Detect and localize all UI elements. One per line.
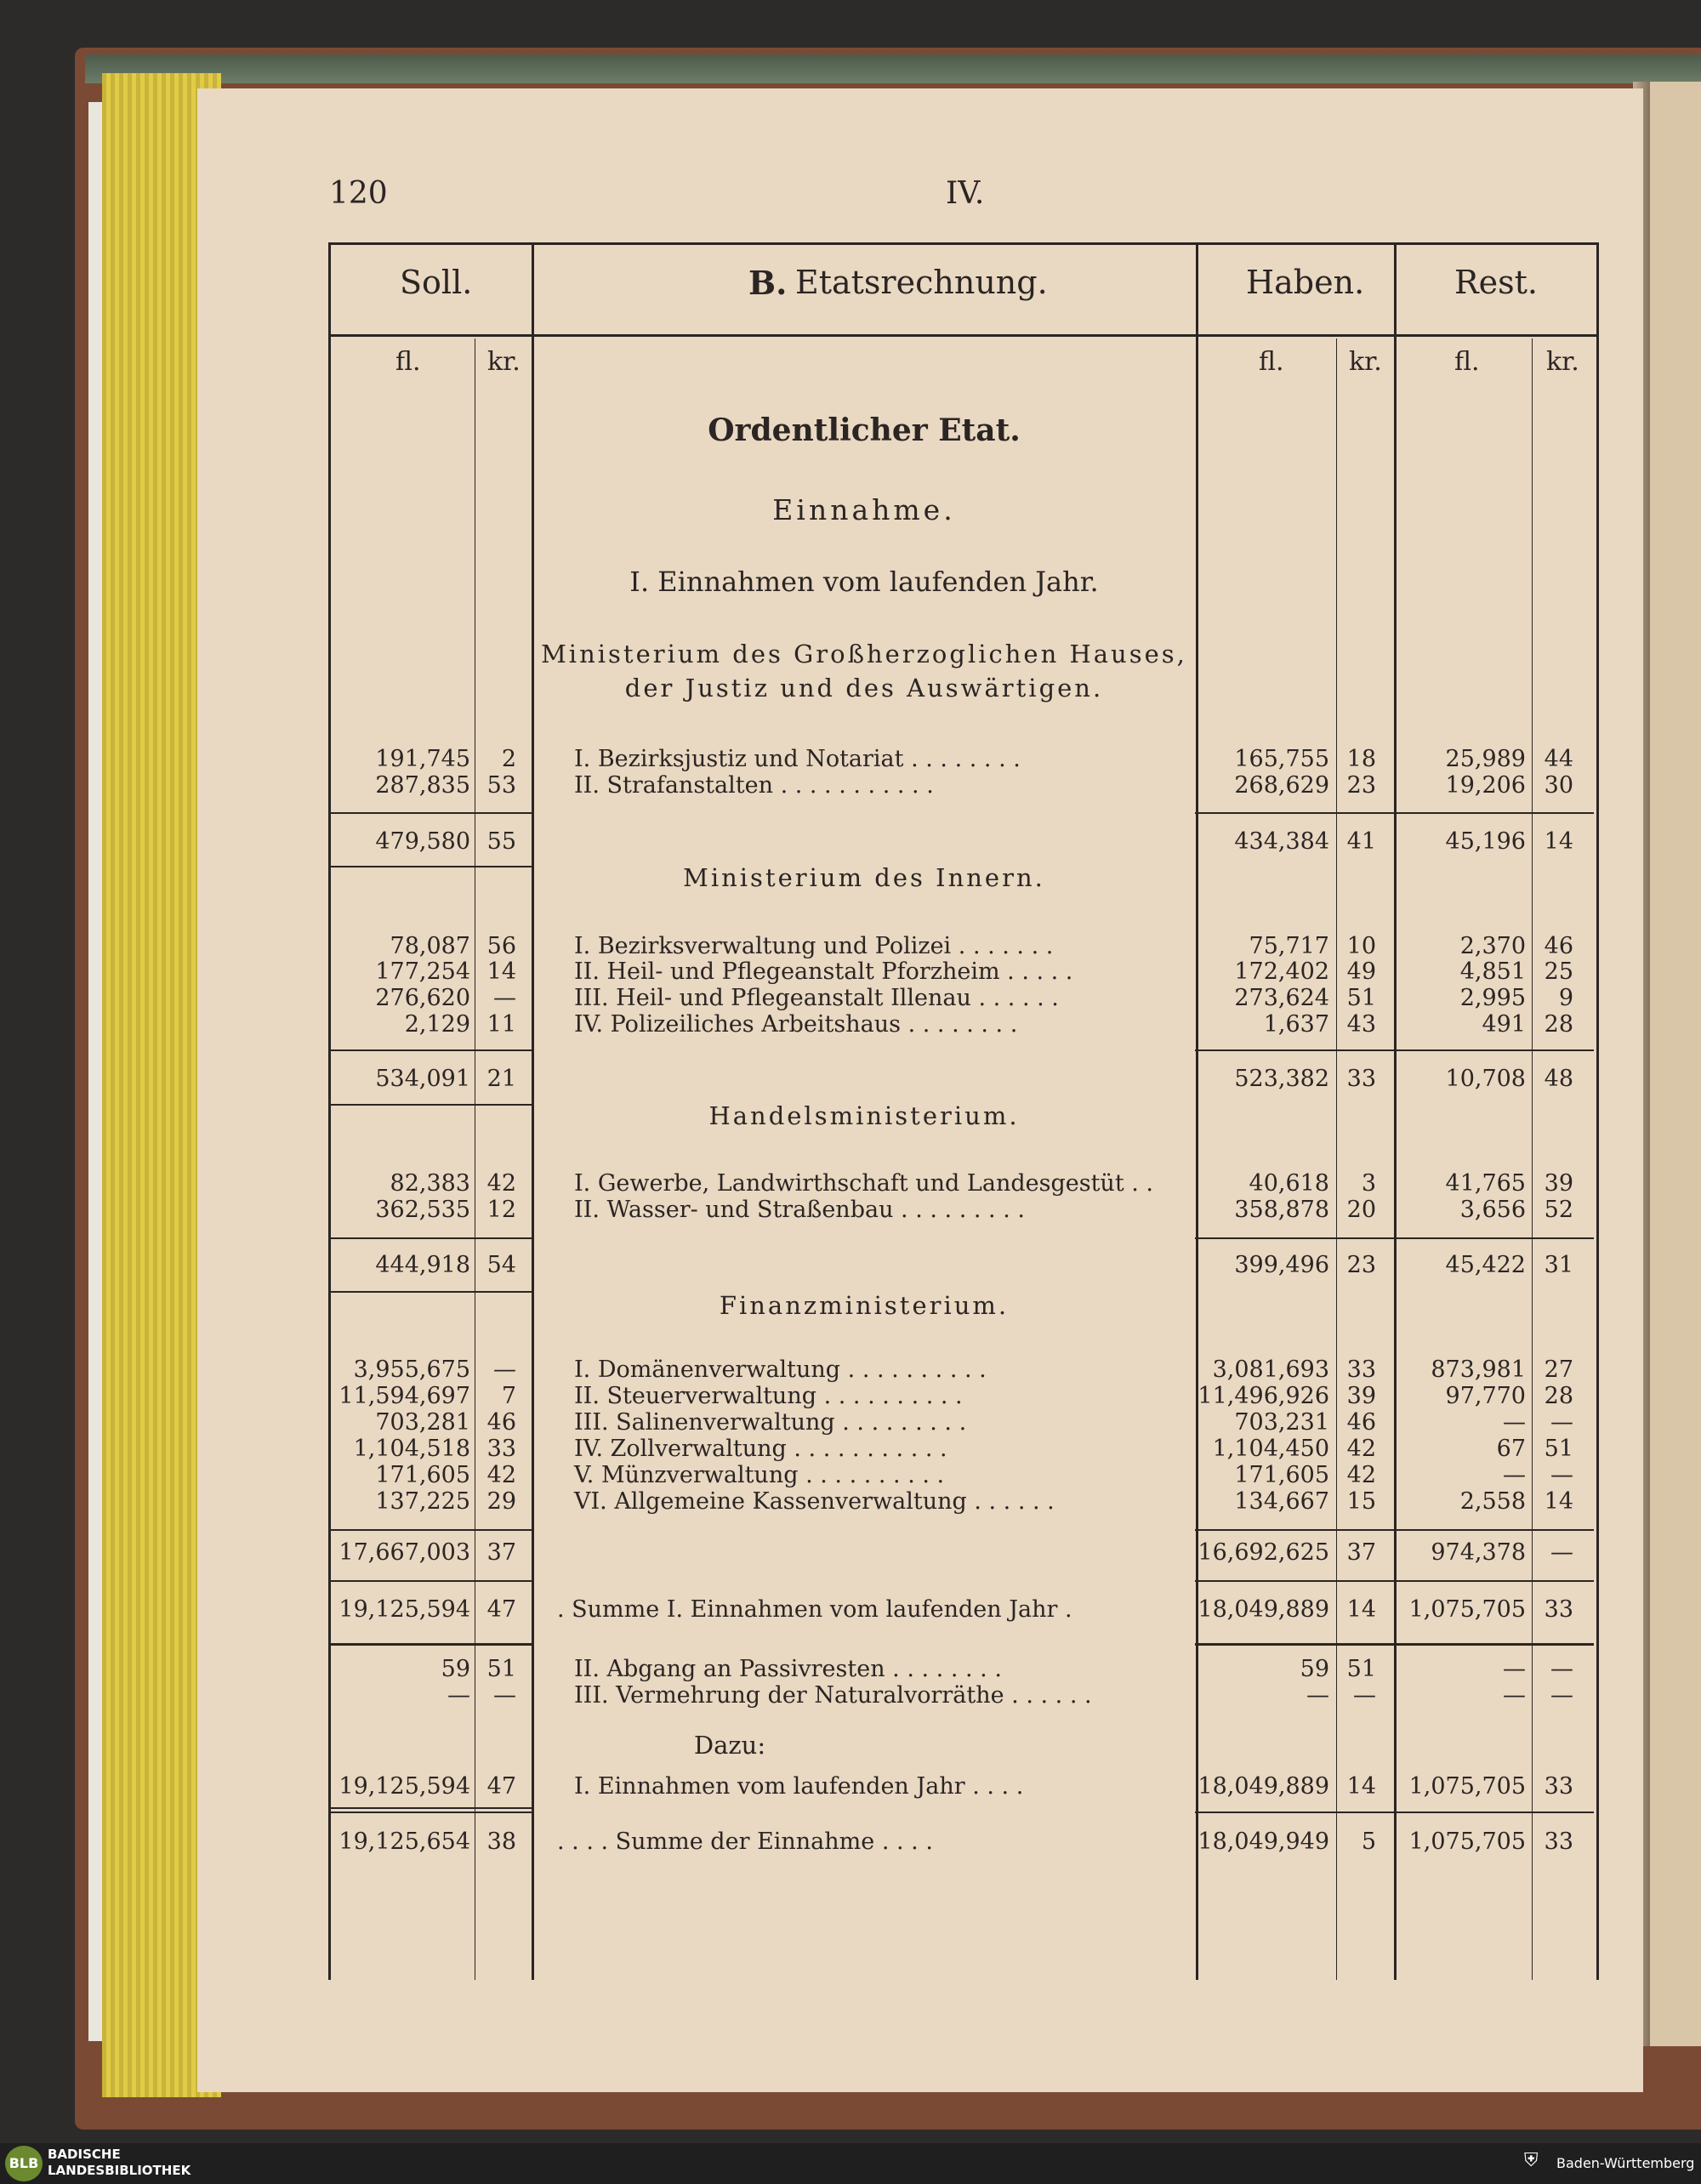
- haben-fl-cell: 134,667: [1234, 1488, 1329, 1515]
- library-logo-icon[interactable]: BLB: [5, 2146, 43, 2181]
- haben-fl-cell: 434,384: [1234, 828, 1329, 855]
- section-heading: Ordentlicher Etat.: [708, 412, 1021, 448]
- haben-fl-cell: 40,618: [1249, 1170, 1329, 1197]
- sum-rule: [331, 1291, 532, 1293]
- haben-kr-cell: 46: [1346, 1409, 1376, 1436]
- soll-fl-cell: 3,955,675: [353, 1356, 470, 1383]
- haben-kr-cell: 3: [1361, 1170, 1376, 1197]
- haben-kr-cell: 39: [1346, 1383, 1376, 1409]
- haben-kr-cell: 14: [1346, 1596, 1376, 1623]
- sum-rule: [331, 1529, 532, 1531]
- header-rule: [328, 334, 1599, 337]
- rest-fl-cell: 45,196: [1445, 828, 1526, 855]
- haben-kr-cell: 43: [1346, 1011, 1376, 1038]
- soll-fl-cell: 11,594,697: [338, 1383, 470, 1409]
- soll-fl-cell: 19,125,654: [338, 1829, 470, 1855]
- rest-fl-cell: —: [1503, 1409, 1526, 1436]
- rest-fl-cell: —: [1503, 1462, 1526, 1488]
- haben-kr-cell: 51: [1346, 1656, 1376, 1682]
- rest-kr-cell: 33: [1544, 1596, 1573, 1623]
- rest-kr-cell: —: [1550, 1682, 1573, 1709]
- row-label: IV. Zollverwaltung . . . . . . . . . . .: [574, 1436, 947, 1462]
- haben-fl-cell: 1,637: [1263, 1011, 1329, 1038]
- row-label: II. Strafanstalten . . . . . . . . . . .: [574, 772, 934, 799]
- row-label: . . . . Summe der Einnahme . . . .: [557, 1829, 933, 1855]
- rest-kr-cell: —: [1550, 1539, 1573, 1566]
- rest-kr-cell: 30: [1544, 772, 1573, 799]
- haben-heading: Haben.: [1246, 264, 1365, 301]
- soll-fl-cell: 19,125,594: [338, 1773, 470, 1800]
- haben-fl-cell: 3,081,693: [1212, 1356, 1329, 1383]
- rest-kr-cell: —: [1550, 1409, 1573, 1436]
- sum-rule: [331, 812, 532, 814]
- rest-fl-cell: 1,075,705: [1408, 1829, 1526, 1855]
- title-letter: B.: [748, 264, 788, 302]
- rest-fl-cell: 1,075,705: [1408, 1596, 1526, 1623]
- soll-kr-cell: 38: [486, 1829, 516, 1855]
- col-rule: [1532, 338, 1533, 1980]
- rest-kr-cell: 25: [1544, 958, 1573, 985]
- sum-rule: [1195, 1049, 1594, 1051]
- rest-fl-unit: fl.: [1454, 347, 1480, 377]
- soll-kr-cell: 7: [501, 1383, 516, 1409]
- haben-fl-cell: 18,049,949: [1198, 1829, 1329, 1855]
- haben-kr-unit: kr.: [1349, 347, 1382, 377]
- haben-kr-cell: 5: [1361, 1829, 1376, 1855]
- rest-fl-cell: 25,989: [1445, 746, 1526, 772]
- haben-kr-cell: 33: [1346, 1066, 1376, 1092]
- rest-kr-cell: 28: [1544, 1011, 1573, 1038]
- soll-kr-cell: —: [493, 1682, 516, 1709]
- soll-kr-cell: 47: [486, 1773, 516, 1800]
- row-label: I. Bezirksverwaltung und Polizei . . . . . . .: [574, 933, 1054, 959]
- sum-rule: [1195, 1811, 1594, 1813]
- row-label: I. Gewerbe, Landwirthschaft und Landesgestüt . .: [574, 1170, 1153, 1197]
- haben-fl-cell: 172,402: [1234, 958, 1329, 985]
- soll-kr-cell: 29: [486, 1488, 516, 1515]
- soll-kr-cell: 2: [501, 746, 516, 772]
- soll-fl-cell: 59: [441, 1656, 470, 1682]
- row-label: II. Heil- und Pflegeanstalt Pforzheim . . . . .: [574, 958, 1073, 985]
- sum-rule: [1195, 812, 1594, 814]
- row-label: . Summe I. Einnahmen vom laufenden Jahr .: [557, 1596, 1072, 1623]
- library-name-line1: BADISCHE: [48, 2147, 121, 2162]
- rest-fl-cell: —: [1503, 1656, 1526, 1682]
- sum-rule: [331, 1049, 532, 1051]
- rest-kr-unit: kr.: [1546, 347, 1579, 377]
- row-label: V. Münzverwaltung . . . . . . . . . .: [574, 1462, 945, 1488]
- library-name[interactable]: [48, 2147, 191, 2179]
- sum-rule: [1195, 1643, 1594, 1646]
- sum-rule: [1195, 1529, 1594, 1531]
- soll-kr-cell: 11: [486, 1011, 516, 1038]
- soll-fl-cell: 362,535: [375, 1197, 470, 1223]
- soll-kr-unit: kr.: [487, 347, 521, 377]
- row-label: III. Heil- und Pflegeanstalt Illenau . . . . . .: [574, 985, 1059, 1011]
- haben-kr-cell: 49: [1346, 958, 1376, 985]
- rest-kr-cell: 44: [1544, 746, 1573, 772]
- soll-kr-cell: —: [493, 1356, 516, 1383]
- haben-fl-unit: fl.: [1259, 347, 1284, 377]
- rest-fl-cell: 3,656: [1459, 1197, 1526, 1223]
- rest-fl-cell: 10,708: [1445, 1066, 1526, 1092]
- state-coat-of-arms-icon: ⛨: [1524, 2150, 1539, 2171]
- sum-rule: [331, 1807, 532, 1809]
- haben-fl-cell: 16,692,625: [1198, 1539, 1329, 1566]
- soll-fl-cell: 703,281: [375, 1409, 470, 1436]
- ministry-heading: Ministerium des Großherzoglichen Hauses,: [541, 640, 1187, 668]
- haben-kr-cell: 42: [1346, 1462, 1376, 1488]
- soll-fl-cell: 177,254: [375, 958, 470, 985]
- soll-fl-cell: —: [447, 1682, 470, 1709]
- rest-fl-cell: 67: [1496, 1436, 1526, 1462]
- soll-kr-cell: 47: [486, 1596, 516, 1623]
- footer-bar: [0, 2143, 1701, 2184]
- rest-kr-cell: 51: [1544, 1436, 1573, 1462]
- soll-fl-cell: 137,225: [375, 1488, 470, 1515]
- rest-kr-cell: 39: [1544, 1170, 1573, 1197]
- haben-fl-cell: 399,496: [1234, 1252, 1329, 1278]
- soll-kr-cell: 54: [486, 1252, 516, 1278]
- soll-fl-cell: 534,091: [375, 1066, 470, 1092]
- haben-fl-cell: 11,496,926: [1198, 1383, 1329, 1409]
- soll-kr-cell: 46: [486, 1409, 516, 1436]
- sum-rule: [331, 1237, 532, 1239]
- rest-fl-cell: 1,075,705: [1408, 1773, 1526, 1800]
- soll-fl-cell: 191,745: [375, 746, 470, 772]
- sum-rule: [331, 1580, 532, 1582]
- rest-fl-cell: 2,558: [1459, 1488, 1526, 1515]
- row-label: III. Vermehrung der Naturalvorräthe . . . . . .: [574, 1682, 1092, 1709]
- sum-rule: [1195, 1237, 1594, 1239]
- library-name-line2: LANDESBIBLIOTHEK: [48, 2163, 191, 2178]
- haben-fl-cell: 268,629: [1234, 772, 1329, 799]
- rest-heading: Rest.: [1454, 264, 1538, 301]
- soll-fl-cell: 17,667,003: [338, 1539, 470, 1566]
- soll-fl-cell: 1,104,518: [353, 1436, 470, 1462]
- haben-kr-cell: 20: [1346, 1197, 1376, 1223]
- rest-kr-cell: 14: [1544, 828, 1573, 855]
- rest-fl-cell: 974,378: [1431, 1539, 1526, 1566]
- section-heading: I. Einnahmen vom laufenden Jahr.: [629, 566, 1099, 598]
- soll-fl-cell: 287,835: [375, 772, 470, 799]
- soll-kr-cell: 56: [486, 933, 516, 959]
- rest-fl-cell: 45,422: [1445, 1252, 1526, 1278]
- haben-fl-cell: 703,231: [1234, 1409, 1329, 1436]
- haben-kr-cell: 18: [1346, 746, 1376, 772]
- facing-page: [1650, 82, 1701, 2046]
- row-label: II. Steuerverwaltung . . . . . . . . . .: [574, 1383, 963, 1409]
- sum-rule: [331, 1643, 532, 1646]
- rest-fl-cell: 97,770: [1445, 1383, 1526, 1409]
- rest-kr-cell: —: [1550, 1656, 1573, 1682]
- soll-kr-cell: 42: [486, 1170, 516, 1197]
- soll-kr-cell: 53: [486, 772, 516, 799]
- haben-fl-cell: 59: [1300, 1656, 1329, 1682]
- ministry-heading: Finanzministerium.: [719, 1291, 1010, 1320]
- rest-kr-cell: 9: [1558, 985, 1573, 1011]
- sum-rule: [331, 1811, 532, 1813]
- rest-fl-cell: 41,765: [1445, 1170, 1526, 1197]
- haben-fl-cell: 358,878: [1234, 1197, 1329, 1223]
- haben-fl-cell: 523,382: [1234, 1066, 1329, 1092]
- rest-kr-cell: 33: [1544, 1773, 1573, 1800]
- sum-rule: [331, 1104, 532, 1106]
- table-title: Etatsrechnung.: [795, 264, 1048, 301]
- state-name[interactable]: Baden-Württemberg: [1556, 2155, 1695, 2171]
- rest-fl-cell: 2,370: [1459, 933, 1526, 959]
- haben-fl-cell: 75,717: [1249, 933, 1329, 959]
- haben-kr-cell: 37: [1346, 1539, 1376, 1566]
- row-label: I. Einnahmen vom laufenden Jahr . . . .: [574, 1773, 1024, 1800]
- rest-kr-cell: 48: [1544, 1066, 1573, 1092]
- haben-kr-cell: 14: [1346, 1773, 1376, 1800]
- rest-fl-cell: 491: [1482, 1011, 1526, 1038]
- sum-rule: [1195, 1580, 1594, 1582]
- soll-kr-cell: —: [493, 985, 516, 1011]
- rest-fl-cell: 4,851: [1459, 958, 1526, 985]
- row-label: IV. Polizeiliches Arbeitshaus . . . . . . . .: [574, 1011, 1018, 1038]
- dazu-heading: Dazu:: [693, 1731, 766, 1760]
- row-label: II. Abgang an Passivresten . . . . . . . .: [574, 1656, 1002, 1682]
- soll-fl-cell: 171,605: [375, 1462, 470, 1488]
- rest-fl-cell: 2,995: [1459, 985, 1526, 1011]
- soll-kr-cell: 12: [486, 1197, 516, 1223]
- rest-kr-cell: 46: [1544, 933, 1573, 959]
- soll-fl-cell: 276,620: [375, 985, 470, 1011]
- soll-kr-cell: 51: [486, 1656, 516, 1682]
- page-number: 120: [329, 176, 388, 211]
- haben-fl-cell: 171,605: [1234, 1462, 1329, 1488]
- rest-fl-cell: 873,981: [1431, 1356, 1526, 1383]
- row-label: I. Domänenverwaltung . . . . . . . . . .: [574, 1356, 987, 1383]
- ministry-heading: Handelsministerium.: [708, 1101, 1020, 1130]
- rest-kr-cell: —: [1550, 1462, 1573, 1488]
- soll-fl-unit: fl.: [395, 347, 421, 377]
- rest-kr-cell: 31: [1544, 1252, 1573, 1278]
- haben-kr-cell: 23: [1346, 1252, 1376, 1278]
- rest-kr-cell: 14: [1544, 1488, 1573, 1515]
- rest-kr-cell: 27: [1544, 1356, 1573, 1383]
- running-head: IV.: [946, 176, 985, 211]
- soll-kr-cell: 42: [486, 1462, 516, 1488]
- haben-fl-cell: —: [1306, 1682, 1329, 1709]
- soll-fl-cell: 444,918: [375, 1252, 470, 1278]
- ministry-heading: der Justiz und des Auswärtigen.: [624, 674, 1104, 702]
- haben-fl-cell: 18,049,889: [1198, 1773, 1329, 1800]
- book-spine-top: [85, 54, 1701, 83]
- haben-fl-cell: 165,755: [1234, 746, 1329, 772]
- soll-fl-cell: 78,087: [390, 933, 470, 959]
- soll-kr-cell: 14: [486, 958, 516, 985]
- haben-kr-cell: 10: [1346, 933, 1376, 959]
- col-rule: [1336, 338, 1337, 1980]
- haben-kr-cell: 51: [1346, 985, 1376, 1011]
- soll-fl-cell: 82,383: [390, 1170, 470, 1197]
- soll-kr-cell: 33: [486, 1436, 516, 1462]
- haben-kr-cell: —: [1353, 1682, 1376, 1709]
- rest-kr-cell: 33: [1544, 1829, 1573, 1855]
- soll-fl-cell: 479,580: [375, 828, 470, 855]
- haben-kr-cell: 33: [1346, 1356, 1376, 1383]
- rest-fl-cell: —: [1503, 1682, 1526, 1709]
- col-rule: [1196, 245, 1198, 1980]
- haben-fl-cell: 18,049,889: [1198, 1596, 1329, 1623]
- soll-kr-cell: 55: [486, 828, 516, 855]
- soll-heading: Soll.: [400, 264, 473, 301]
- row-label: III. Salinenverwaltung . . . . . . . . .: [574, 1409, 967, 1436]
- soll-kr-cell: 21: [486, 1066, 516, 1092]
- rest-fl-cell: 19,206: [1445, 772, 1526, 799]
- soll-kr-cell: 37: [486, 1539, 516, 1566]
- ministry-heading: Ministerium des Innern.: [683, 863, 1045, 892]
- section-heading: Einnahme.: [772, 493, 956, 526]
- soll-fl-cell: 2,129: [404, 1011, 470, 1038]
- soll-fl-cell: 19,125,594: [338, 1596, 470, 1623]
- haben-fl-cell: 273,624: [1234, 985, 1329, 1011]
- haben-kr-cell: 15: [1346, 1488, 1376, 1515]
- sum-rule: [331, 866, 532, 867]
- haben-kr-cell: 42: [1346, 1436, 1376, 1462]
- col-rule: [1394, 245, 1397, 1980]
- haben-kr-cell: 23: [1346, 772, 1376, 799]
- haben-kr-cell: 41: [1346, 828, 1376, 855]
- row-label: VI. Allgemeine Kassenverwaltung . . . . . .: [574, 1488, 1055, 1515]
- rest-kr-cell: 28: [1544, 1383, 1573, 1409]
- row-label: II. Wasser- und Straßenbau . . . . . . . . .: [574, 1197, 1025, 1223]
- haben-fl-cell: 1,104,450: [1212, 1436, 1329, 1462]
- rest-kr-cell: 52: [1544, 1197, 1573, 1223]
- row-label: I. Bezirksjustiz und Notariat . . . . . . . .: [574, 746, 1021, 772]
